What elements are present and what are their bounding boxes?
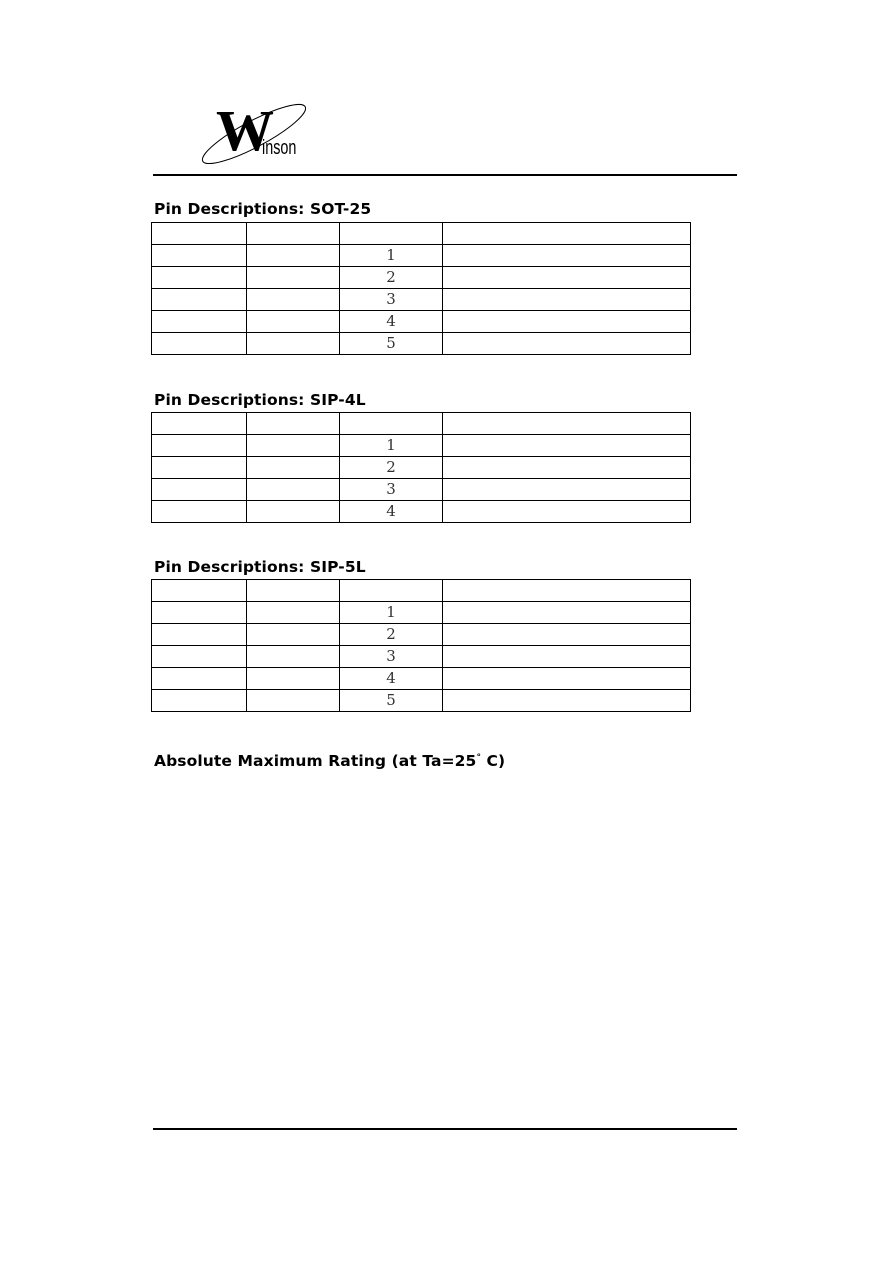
section-heading-sot25: Pin Descriptions: SOT-25 xyxy=(154,200,372,218)
abs-max-unit: C) xyxy=(481,752,506,770)
table-header-row xyxy=(152,413,691,435)
table-row xyxy=(152,457,691,479)
pin-number: 2 xyxy=(340,267,443,289)
table-row xyxy=(152,668,691,690)
pin-table-sip4l xyxy=(151,412,691,523)
svg-text:inson: inson xyxy=(262,135,297,159)
table-row xyxy=(152,289,691,311)
table-row xyxy=(152,267,691,289)
pin-number: 1 xyxy=(340,435,443,457)
abs-max-heading-text: Absolute Maximum Rating (at Ta=25 xyxy=(154,752,477,770)
section-heading-sip4l: Pin Descriptions: SIP-4L xyxy=(154,391,366,409)
pin-number: 3 xyxy=(340,479,443,501)
pin-number: 2 xyxy=(340,457,443,479)
table-row xyxy=(152,245,691,267)
pin-number: 4 xyxy=(340,311,443,333)
table-row xyxy=(152,646,691,668)
pin-number: 1 xyxy=(340,602,443,624)
pin-number: 3 xyxy=(340,289,443,311)
pin-number: 4 xyxy=(340,501,443,523)
pin-number: 5 xyxy=(340,690,443,712)
table-row xyxy=(152,333,691,355)
table-row xyxy=(152,435,691,457)
pin-table-sip5l xyxy=(151,579,691,712)
table-row xyxy=(152,602,691,624)
pin-number: 1 xyxy=(340,245,443,267)
pin-number: 4 xyxy=(340,668,443,690)
abs-max-heading xyxy=(154,749,505,770)
table-row xyxy=(152,690,691,712)
winson-logo xyxy=(196,92,306,164)
pin-number: 2 xyxy=(340,624,443,646)
table-row xyxy=(152,311,691,333)
svg-text:W: W xyxy=(216,98,271,163)
header-rule xyxy=(153,174,737,176)
table-header-row xyxy=(152,580,691,602)
degree-symbol: ° xyxy=(476,753,482,763)
pin-number: 3 xyxy=(340,646,443,668)
table-row xyxy=(152,624,691,646)
footer-rule xyxy=(153,1128,737,1130)
table-row xyxy=(152,501,691,523)
table-row xyxy=(152,479,691,501)
table-header-row xyxy=(152,223,691,245)
section-heading-sip5l: Pin Descriptions: SIP-5L xyxy=(154,558,366,576)
pin-table-sot25 xyxy=(151,222,691,355)
pin-number: 5 xyxy=(340,333,443,355)
